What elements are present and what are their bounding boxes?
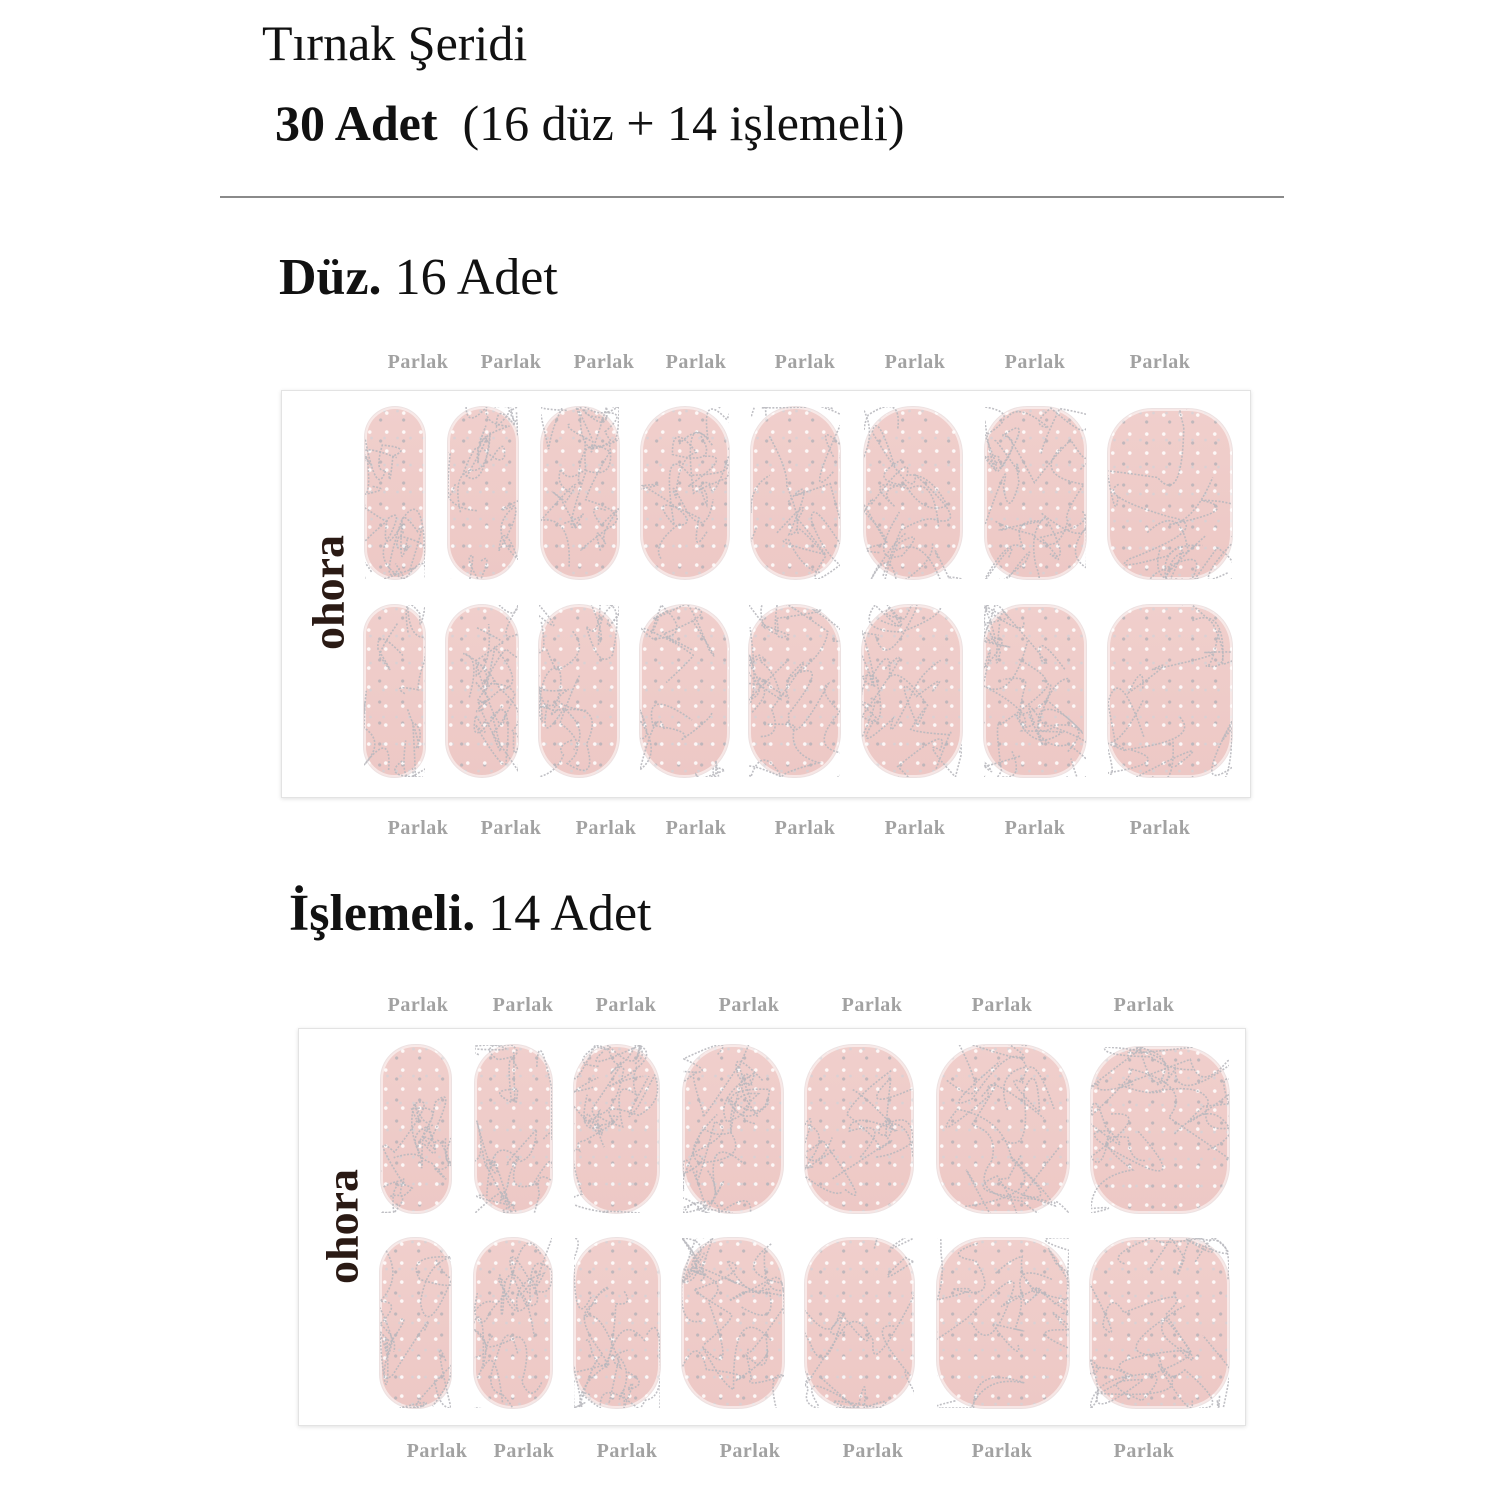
- nail-strip: [864, 407, 962, 579]
- nail-strip: [380, 1238, 451, 1408]
- finish-label-top: Parlak: [884, 351, 946, 373]
- finish-label-top: Parlak: [718, 994, 780, 1016]
- nail-strip: [1108, 605, 1232, 777]
- finish-label-top: Parlak: [387, 351, 449, 373]
- finish-label-top: Parlak: [665, 351, 727, 373]
- nail-strip: [448, 407, 518, 579]
- glitter-crackle-pattern: [751, 407, 840, 579]
- nail-strip: [1091, 1047, 1229, 1213]
- glitter-crackle-pattern: [381, 1045, 451, 1213]
- finish-label-bottom: Parlak: [575, 817, 637, 839]
- nail-strip: [1108, 409, 1232, 579]
- glitter-crackle-pattern: [864, 407, 962, 579]
- glitter-crackle-pattern: [862, 605, 962, 777]
- glitter-crackle-pattern: [937, 1238, 1069, 1408]
- finish-label-bottom: Parlak: [665, 817, 727, 839]
- finish-label-bottom: Parlak: [1129, 817, 1191, 839]
- finish-label-bottom: Parlak: [387, 817, 449, 839]
- finish-label-bottom: Parlak: [774, 817, 836, 839]
- glitter-crackle-pattern: [364, 605, 425, 777]
- finish-label-top: Parlak: [595, 994, 657, 1016]
- nail-strip: [985, 407, 1086, 579]
- finish-label-top: Parlak: [841, 994, 903, 1016]
- glitter-crackle-pattern: [805, 1045, 913, 1213]
- finish-label-bottom: Parlak: [971, 1440, 1033, 1462]
- finish-label-bottom: Parlak: [480, 817, 542, 839]
- nail-strip: [475, 1045, 552, 1213]
- finish-label-top: Parlak: [480, 351, 542, 373]
- brand-logo: ohora: [316, 1169, 368, 1284]
- glitter-crackle-pattern: [1090, 1238, 1229, 1408]
- finish-label-top: Parlak: [774, 351, 836, 373]
- glitter-crackle-pattern: [683, 1045, 783, 1213]
- glitter-crackle-pattern: [574, 1045, 659, 1213]
- section-embellished-count: 14 Adet: [488, 885, 652, 942]
- finish-label-top: Parlak: [1129, 351, 1191, 373]
- glitter-crackle-pattern: [541, 407, 619, 579]
- nail-strip: [1090, 1238, 1229, 1408]
- section-embellished-heading: [289, 884, 652, 943]
- nail-strip: [805, 1045, 913, 1213]
- nail-strip: [574, 1045, 659, 1213]
- section-plain-count: 16 Adet: [394, 249, 558, 306]
- nail-strip: [937, 1045, 1069, 1213]
- finish-label-top: Parlak: [1004, 351, 1066, 373]
- finish-label-top: Parlak: [971, 994, 1033, 1016]
- glitter-crackle-pattern: [1108, 605, 1232, 777]
- glitter-crackle-pattern: [365, 407, 425, 579]
- piece-count-detail: (16 düz + 14 işlemeli): [462, 95, 905, 151]
- finish-label-bottom: Parlak: [1004, 817, 1066, 839]
- glitter-crackle-pattern: [805, 1238, 914, 1408]
- nail-strip: [365, 407, 425, 579]
- finish-label-bottom: Parlak: [719, 1440, 781, 1462]
- glitter-crackle-pattern: [474, 1238, 552, 1408]
- glitter-crackle-pattern: [446, 605, 518, 777]
- glitter-crackle-pattern: [937, 1045, 1069, 1213]
- glitter-crackle-pattern: [539, 605, 619, 777]
- glitter-crackle-pattern: [475, 1045, 552, 1213]
- finish-label-bottom: Parlak: [406, 1440, 468, 1462]
- finish-label-bottom: Parlak: [596, 1440, 658, 1462]
- section-plain-title: Düz.: [279, 249, 382, 306]
- glitter-crackle-pattern: [448, 407, 518, 579]
- section-embellished-title: İşlemeli.: [289, 885, 476, 942]
- glitter-crackle-pattern: [380, 1238, 451, 1408]
- nail-strip: [381, 1045, 451, 1213]
- nail-strip: [751, 407, 840, 579]
- glitter-crackle-pattern: [749, 605, 840, 777]
- glitter-crackle-pattern: [682, 1238, 784, 1408]
- glitter-crackle-pattern: [641, 407, 729, 579]
- nail-strip: [683, 1045, 783, 1213]
- nail-strip: [984, 605, 1086, 777]
- glitter-crackle-pattern: [640, 605, 729, 777]
- glitter-crackle-pattern: [574, 1238, 660, 1408]
- nail-strip: [541, 407, 619, 579]
- finish-label-top: Parlak: [1113, 994, 1175, 1016]
- nail-strip: [937, 1238, 1069, 1408]
- glitter-crackle-pattern: [984, 605, 1086, 777]
- finish-label-bottom: Parlak: [493, 1440, 555, 1462]
- piece-count: [275, 94, 905, 152]
- nail-strip: [574, 1238, 660, 1408]
- section-plain-heading: [279, 248, 558, 307]
- finish-label-top: Parlak: [387, 994, 449, 1016]
- finish-label-bottom: Parlak: [884, 817, 946, 839]
- glitter-crackle-pattern: [985, 407, 1086, 579]
- finish-label-top: Parlak: [492, 994, 554, 1016]
- nail-strip: [682, 1238, 784, 1408]
- nail-strip: [862, 605, 962, 777]
- finish-label-bottom: Parlak: [842, 1440, 904, 1462]
- nail-strip: [446, 605, 518, 777]
- nail-strip: [474, 1238, 552, 1408]
- nail-strip: [641, 407, 729, 579]
- nail-strip: [539, 605, 619, 777]
- nail-strip: [364, 605, 425, 777]
- divider: [220, 196, 1284, 198]
- nail-strip: [640, 605, 729, 777]
- page-title: Tırnak Şeridi: [262, 15, 528, 71]
- nail-strip: [805, 1238, 914, 1408]
- brand-logo: ohora: [302, 535, 354, 650]
- finish-label-bottom: Parlak: [1113, 1440, 1175, 1462]
- finish-label-top: Parlak: [573, 351, 635, 373]
- glitter-crackle-pattern: [1108, 409, 1232, 579]
- glitter-crackle-pattern: [1091, 1047, 1229, 1213]
- piece-count-total: 30 Adet: [275, 95, 438, 151]
- nail-strip: [749, 605, 840, 777]
